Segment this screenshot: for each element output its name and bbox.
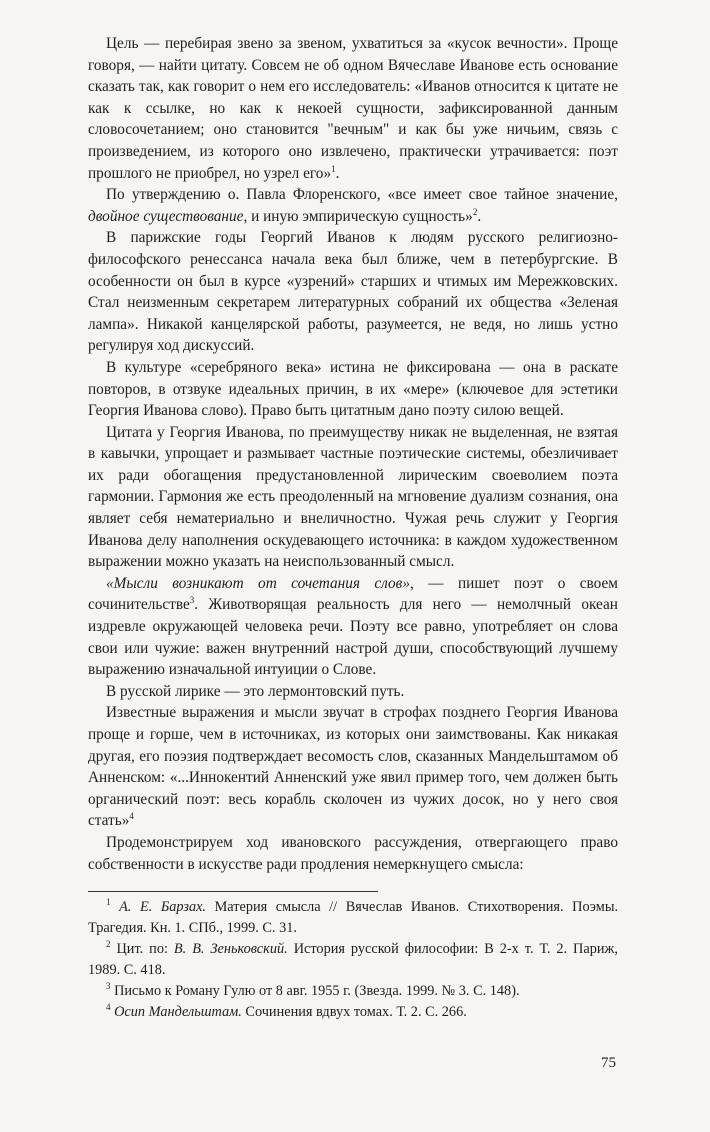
footnote-1-author: А. Е. Барзах. xyxy=(119,899,207,915)
paragraph-6-tail: , — пишет поэт о своем сочинительстве xyxy=(88,574,618,614)
footnote-4-text: Сочинения вдвух томах. Т. 2. С. 266. xyxy=(241,1004,467,1020)
paragraph-5: Цитата у Георгия Иванова, по преимуществу никак не выделенная, не взятая в кавычки, упрощает и размывает частные поэтические системы, обезличивает их ради обогащения предустановленной лирическим своеволием поэта гармонии. Гармония же есть преодоленный на мгновение дуализм сознания, она являет себя нематериально и внеличностно. Чужая речь служит у Георгия Иванова делу наполнения оскудевающего источника: в каждом художественном выражении можно указать на неиспользованный смысл. xyxy=(88,423,618,571)
paragraph-2-text: По утверждению о. Павла Флоренского, «все имеет свое тайное значение, xyxy=(106,186,618,204)
footnote-3-number: 3 xyxy=(106,981,111,992)
paragraph-1-text: Цель — перебирая звено за звеном, ухватиться за «кусок вечности». Проще говоря, — найти цитату. Совсем не об одном Вячеславе Иванове есть основание сказать так, как говорит о нем его исследователь: «Иванов относится к цитате не как к ссылке, но как к некоей сущности, зафиксированной данным словосочетанием; оно становится "вечным" и как бы уже ничьим, связь с произведением, из которого оно извлечено, практически утрачивается: поэт прошлого не приобрел, но узрел его» xyxy=(88,35,618,182)
main-text xyxy=(88,33,618,875)
paragraph-3: В парижские годы Георгий Иванов к людям русского религиозно-философского ренессанса начала века был ближе, чем в петербургские. В особенности он был в курсе «узрений» старших и чтимых им Мережковских. Стал неизменным секретарем литературных собраний их общества «Зеленая лампа». Никакой канцелярской работы, разумеется, не ведя, но лишь устно регулируя ход дискуссий. xyxy=(88,229,618,355)
paragraph-7: В русской лирике — это лермонтовский путь. xyxy=(106,682,405,700)
footnote-1-text: Материя смысла // Вячеслав Иванов. Стихотворения. Поэмы. Трагедия. Кн. 1. СПб., 1999. С. 31. xyxy=(88,899,619,936)
footnote-ref-1: 1 xyxy=(331,163,336,174)
footnote-2-text: История русской философии: В 2-х т. Т. 2. Париж, 1989. С. 418. xyxy=(88,941,618,978)
paragraph-8 xyxy=(88,702,618,832)
paragraph-2-tail: , и иную эмпирическую сущность» xyxy=(243,207,473,225)
paragraph-6-rest: . Животворящая реальность для него — немолчный океан издревле окружающей человека речи. Поэту все равно, употребляет он слова свои или чужие: важен внутренний настрой души, способствующий лучшему выражению изначальной интуиции о Слове. xyxy=(88,596,618,679)
paragraph-1: Цель — перебирая звено за звеном, ухватиться за «кусок вечности». Проще говоря, — найти цитату. Совсем не об одном Вячеславе Иванове есть основание сказать так, как говорит о нем его исследователь: «Иванов относится к цитате не как к ссылке, но как к некоей сущности, зафиксированной данным словосочетанием; оно становится "вечным" и как бы уже ничьим, связь с произведением, из которого оно извлечено, практически утрачивается: поэт прошлого не приобрел, но узрел его»$^1$. xyxy=(88,35,618,182)
footnote-3-text: Письмо к Роману Гулю от 8 авг. 1955 г. (Звезда. 1999. № 3. С. 148). xyxy=(114,983,520,999)
footnotes xyxy=(88,897,618,1023)
paragraph-2: По утверждению о. Павла Флоренского, «все имеет свое тайное значение, двойное существование, и иную эмпирическую сущность»$^2$. xyxy=(88,186,618,225)
footnote-2-prefix: Цит. по: xyxy=(116,941,174,957)
footnote-2-number: 2 xyxy=(106,939,111,950)
paragraph-8-text: Известные выражения и мысли звучат в строфах позднего Георгия Иванова проще и горше, чем в источниках, из которых они заимствованы. Как никакая другая, его поэзия подтверждает весомость слов, сказанных Мандельштамом об Анненском: «...Иннокентий Анненский уже явил пример того, чем должен быть органический поэт: весь корабль сколочен из чужих досок, но у него своя стать» xyxy=(88,704,618,830)
footnote-3 xyxy=(88,981,618,1002)
footnote-1-number: 1 xyxy=(106,897,111,908)
paragraph-4: В культуре «серебряного века» истина не фиксирована — она в раскате повторов, в отзвуке идеальных причин, в их «мере» (ключевое для эстетики Георгия Иванова слово). Право быть цитатным дано поэту силою вещей. xyxy=(88,358,618,420)
footnote-2-author: В. В. Зеньковский. xyxy=(173,941,288,957)
footnote-divider xyxy=(88,891,378,892)
footnote-4-author: Осип Мандельштам. xyxy=(114,1004,242,1020)
footnote-4-number: 4 xyxy=(106,1002,111,1013)
footnote-4 xyxy=(88,1002,618,1023)
footnote-2 xyxy=(88,939,618,981)
footnote-ref-3: 3 xyxy=(189,595,195,606)
paragraph-2-emphasis: двойное существование xyxy=(88,207,244,225)
footnote-ref-2: 2 xyxy=(472,206,478,217)
page-number: 75 xyxy=(601,1055,616,1071)
paragraph-6-emphasis: «Мысли возникают от сочетания слов» xyxy=(106,574,410,592)
paragraph-9: Продемонстрируем ход ивановского рассуждения, отвергающего право собственности в искусстве ради продления немеркнущего смысла: xyxy=(88,833,618,873)
paragraph-6 xyxy=(88,573,618,681)
footnote-ref-4: 4 xyxy=(129,811,134,822)
footnote-1 xyxy=(88,897,618,939)
